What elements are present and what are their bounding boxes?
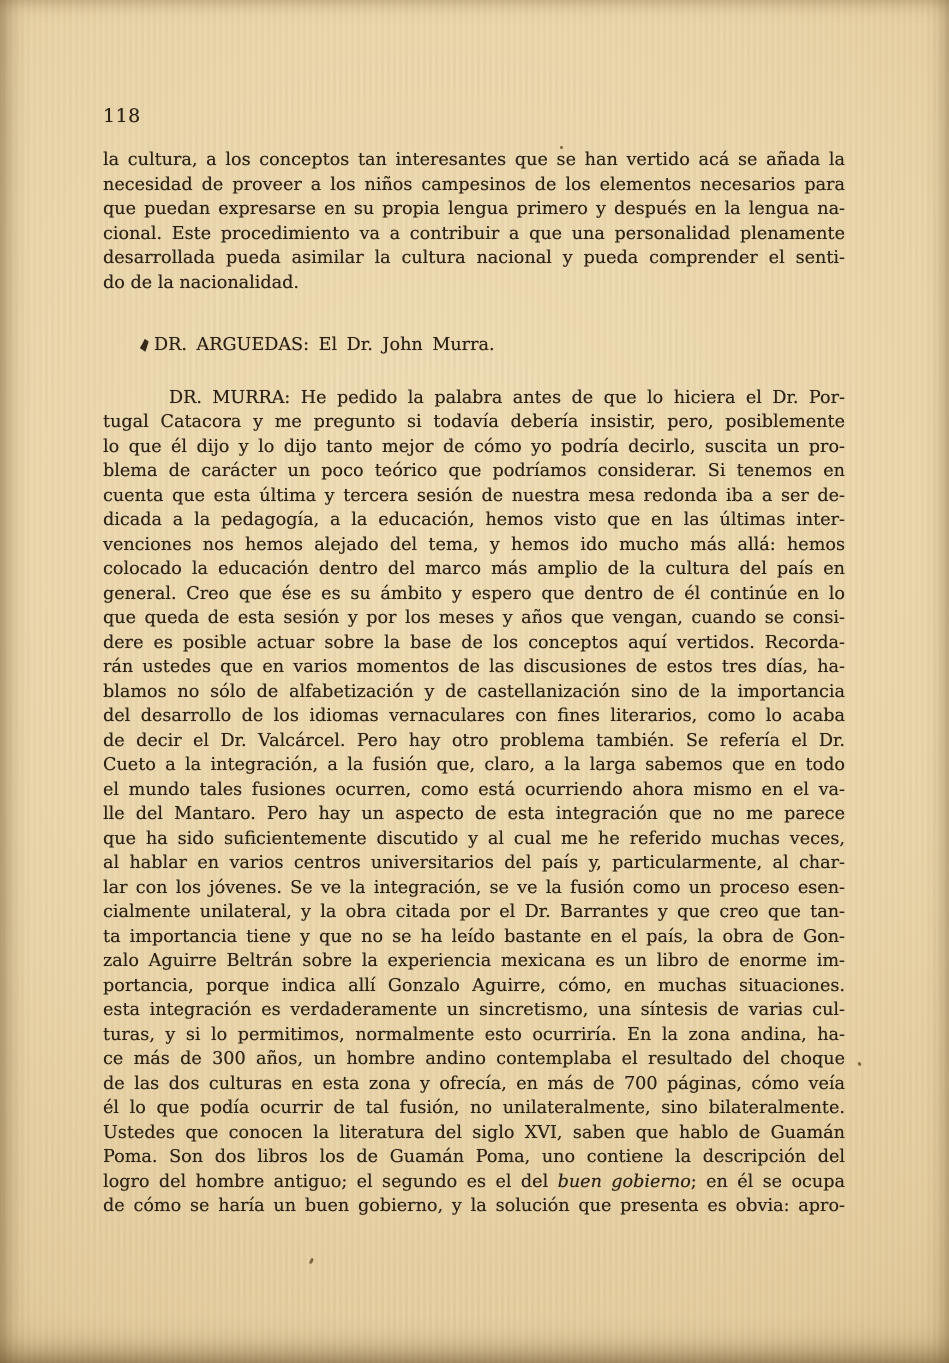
text-line: dicada a la pedagogía, a la educación, hemos visto que en las últimas inter- xyxy=(103,510,845,530)
text-line: venciones nos hemos alejado del tema, y hemos ido mucho más allá: hemos xyxy=(103,534,845,555)
text-line: cional. Este procedimiento va a contribuir a que una personalidad plenamente xyxy=(103,223,845,244)
text-line: que puedan expresarse en su propia lengua primero y después en la lengua na- xyxy=(103,199,845,219)
text-line: de decir el Dr. Valcárcel. Pero hay otro problema también. Se refería el Dr. xyxy=(103,730,845,751)
text-line: desarrollada pueda asimilar la cultura nacional y pueda comprender el senti- xyxy=(103,248,845,268)
text-line: Ustedes que conocen la literatura del siglo XVI, saben que hablo de Guamán xyxy=(103,1122,845,1143)
text-line: lle del Mantaro. Pero hay un aspecto de esta integración que no me parece xyxy=(103,804,845,824)
text-line: esta integración es verdaderamente un sincretismo, una síntesis de varias cul- xyxy=(103,1000,845,1020)
text-line: el mundo tales fusiones ocurren, como está ocurriendo ahora mismo en el va- xyxy=(103,779,845,800)
text-line: turas, y si lo permitimos, normalmente esto ocurriría. En la zona andina, ha- xyxy=(103,1024,845,1045)
text-line: do de la nacionalidad. xyxy=(103,272,299,293)
text-line: lo que él dijo y lo dijo tanto mejor de cómo yo podría decirlo, suscita un pro- xyxy=(103,436,845,457)
page-content xyxy=(103,104,845,1219)
text-line: cuenta que esta última y tercera sesión de nuestra mesa redonda iba a ser de- xyxy=(103,485,845,506)
ink-speck xyxy=(309,1258,314,1265)
text-line: tugal Catacora y me pregunto si todavía debería insistir, pero, posiblemente xyxy=(103,412,845,432)
text-line: lar con los jóvenes. Se ve la integración, se ve la fusión como un proceso esen- xyxy=(103,877,845,898)
text-line: rán ustedes que en varios momentos de las discusiones de estos tres días, ha- xyxy=(103,657,845,677)
text-line: Cueto a la integración, a la fusión que, claro, a la larga sabemos que en todo xyxy=(103,755,845,775)
text-line: necesidad de proveer a los niños campesinos de los elementos necesarios para xyxy=(103,174,845,195)
text-line: colocado la educación dentro del marco más amplio de la cultura del país en xyxy=(103,559,845,579)
speaker-text: DR. ARGUEDAS: El Dr. John Murra. xyxy=(154,335,495,355)
pen-mark-icon xyxy=(138,338,150,353)
page-number: 118 xyxy=(103,105,141,127)
text-line: portancia, porque indica allí Gonzalo Aguirre, cómo, en muchas situaciones. xyxy=(103,975,845,996)
text-line: del desarrollo de los idiomas vernaculares con fines literarios, como lo acaba xyxy=(103,706,845,726)
text-line: que queda de esta sesión y por los meses y años que vengan, cuando se consi- xyxy=(103,608,845,628)
text-line: Poma. Son dos libros los de Guamán Poma, uno contiene la descripción del xyxy=(103,1147,845,1167)
text-line: que ha sido suficientemente discutido y al cual me he referido muchas veces, xyxy=(103,828,845,849)
text-line: logro del hombre antiguo; el segundo es el del buen gobierno; en él se ocupa xyxy=(103,1171,845,1192)
text-line: de cómo se haría un buen gobierno, y la solución que presenta es obvia: apro- xyxy=(103,1196,845,1216)
text-line: DR. MURRA: He pedido la palabra antes de que lo hiciera el Dr. Por- xyxy=(169,387,845,408)
text-line: la cultura, a los conceptos tan interesantes que se han vertido acá se añada la xyxy=(103,150,845,170)
text-line: dere es posible actuar sobre la base de los conceptos aquí vertidos. Recorda- xyxy=(103,632,845,653)
ink-speck xyxy=(560,146,563,149)
text-line: él lo que podía ocurrir de tal fusión, no unilateralmente, sino bilateralmente. xyxy=(103,1098,845,1118)
paragraph-murra xyxy=(103,386,845,1219)
speaker-line xyxy=(103,333,845,358)
ink-speck xyxy=(857,1062,862,1067)
text-line: general. Creo que ése es su ámbito y espero que dentro de él continúe en lo xyxy=(103,583,845,604)
text-line: ta importancia tiene y que no se ha leído bastante en el país, la obra de Gon- xyxy=(103,926,845,947)
text-line: cialmente unilateral, y la obra citada por el Dr. Barrantes y que creo que tan- xyxy=(103,902,845,922)
text-line: blamos no sólo de alfabetización y de castellanización sino de la importancia xyxy=(103,681,845,702)
text-line: zalo Aguirre Beltrán sobre la experiencia mexicana es un libro de enorme im- xyxy=(103,951,845,971)
text-line: blema de carácter un poco teórico que podríamos considerar. Si tenemos en xyxy=(103,461,845,481)
text-line: ce más de 300 años, un hombre andino contemplaba el resultado del choque xyxy=(103,1049,845,1069)
text-line: al hablar en varios centros universitarios del país y, particularmente, al char- xyxy=(103,853,845,873)
paragraph-continuation xyxy=(103,148,845,295)
italic-phrase: buen gobierno xyxy=(557,1171,691,1192)
text-line: de las dos culturas en esta zona y ofrecía, en más de 700 páginas, cómo veía xyxy=(103,1073,845,1094)
